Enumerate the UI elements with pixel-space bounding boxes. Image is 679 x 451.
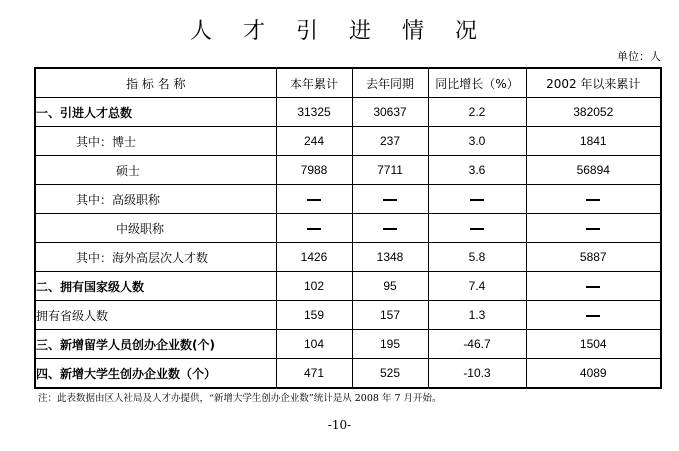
header-yoy-growth: 同比增长（%） bbox=[428, 68, 526, 98]
table-row bbox=[35, 185, 661, 214]
table-row bbox=[35, 330, 661, 359]
row-value bbox=[276, 214, 352, 243]
row-value: 31325 bbox=[276, 98, 352, 127]
row-value bbox=[352, 185, 428, 214]
row-value bbox=[526, 272, 661, 301]
table-row bbox=[35, 214, 661, 243]
talent-table bbox=[34, 67, 662, 389]
dash-mark bbox=[383, 228, 397, 230]
dash-mark bbox=[586, 286, 600, 288]
row-value: 1348 bbox=[352, 243, 428, 272]
table-row bbox=[35, 98, 661, 127]
row-label: 其中：博士 bbox=[35, 127, 276, 156]
row-value: 3.6 bbox=[428, 156, 526, 185]
row-label: 二、拥有国家级人数 bbox=[35, 272, 276, 301]
table-row bbox=[35, 127, 661, 156]
row-value bbox=[526, 301, 661, 330]
row-value: 7.4 bbox=[428, 272, 526, 301]
row-value: 4089 bbox=[526, 359, 661, 389]
table-row bbox=[35, 359, 661, 389]
footnote: 注：此表数据由区人社局及人才办提供，“新增大学生创办企业数”统计是从 2008 年 7 月开始。 bbox=[38, 393, 442, 404]
row-label: 三、新增留学人员创办企业数(个) bbox=[35, 330, 276, 359]
row-value: 1426 bbox=[276, 243, 352, 272]
row-value: 30637 bbox=[352, 98, 428, 127]
row-value bbox=[526, 214, 661, 243]
row-value bbox=[428, 214, 526, 243]
row-label: 硕士 bbox=[35, 156, 276, 185]
row-value: 471 bbox=[276, 359, 352, 389]
row-value: 102 bbox=[276, 272, 352, 301]
row-label: 其中：海外高层次人才数 bbox=[35, 243, 276, 272]
dash-mark bbox=[383, 199, 397, 201]
dash-mark bbox=[586, 315, 600, 317]
row-value: 382052 bbox=[526, 98, 661, 127]
row-value: 56894 bbox=[526, 156, 661, 185]
row-value: -10.3 bbox=[428, 359, 526, 389]
row-value: 157 bbox=[352, 301, 428, 330]
table-row bbox=[35, 272, 661, 301]
row-value: 3.0 bbox=[428, 127, 526, 156]
row-value: 237 bbox=[352, 127, 428, 156]
dash-mark bbox=[307, 228, 321, 230]
row-value: 104 bbox=[276, 330, 352, 359]
row-label: 一、引进人才总数 bbox=[35, 98, 276, 127]
row-value: 244 bbox=[276, 127, 352, 156]
table-row bbox=[35, 301, 661, 330]
row-value: 2.2 bbox=[428, 98, 526, 127]
page-title: 人 才 引 进 情 况 bbox=[190, 19, 489, 44]
header-indicator-name: 指 标 名 称 bbox=[35, 68, 276, 98]
row-value: -46.7 bbox=[428, 330, 526, 359]
row-label: 拥有省级人数 bbox=[35, 301, 276, 330]
row-value bbox=[526, 185, 661, 214]
row-value bbox=[276, 185, 352, 214]
row-label: 其中：高级职称 bbox=[35, 185, 276, 214]
row-value: 5887 bbox=[526, 243, 661, 272]
row-value: 195 bbox=[352, 330, 428, 359]
row-value: 95 bbox=[352, 272, 428, 301]
row-value: 159 bbox=[276, 301, 352, 330]
row-value: 7711 bbox=[352, 156, 428, 185]
row-value: 1504 bbox=[526, 330, 661, 359]
row-value bbox=[352, 214, 428, 243]
row-label: 中级职称 bbox=[35, 214, 276, 243]
row-value: 525 bbox=[352, 359, 428, 389]
row-value bbox=[428, 185, 526, 214]
row-label: 四、新增大学生创办企业数（个） bbox=[35, 359, 276, 389]
table-row bbox=[35, 156, 661, 185]
header-current-year: 本年累计 bbox=[276, 68, 352, 98]
dash-mark bbox=[307, 199, 321, 201]
page-number: -10- bbox=[327, 418, 352, 432]
row-value: 1841 bbox=[526, 127, 661, 156]
row-value: 7988 bbox=[276, 156, 352, 185]
table-row bbox=[35, 243, 661, 272]
header-last-year: 去年同期 bbox=[352, 68, 428, 98]
dash-mark bbox=[586, 199, 600, 201]
table-header-row bbox=[35, 68, 661, 98]
row-value: 5.8 bbox=[428, 243, 526, 272]
dash-mark bbox=[586, 228, 600, 230]
row-value: 1.3 bbox=[428, 301, 526, 330]
dash-mark bbox=[470, 228, 484, 230]
unit-label: 单位：人 bbox=[617, 50, 661, 63]
header-cumulative: 2002 年以来累计 bbox=[526, 68, 661, 98]
dash-mark bbox=[470, 199, 484, 201]
